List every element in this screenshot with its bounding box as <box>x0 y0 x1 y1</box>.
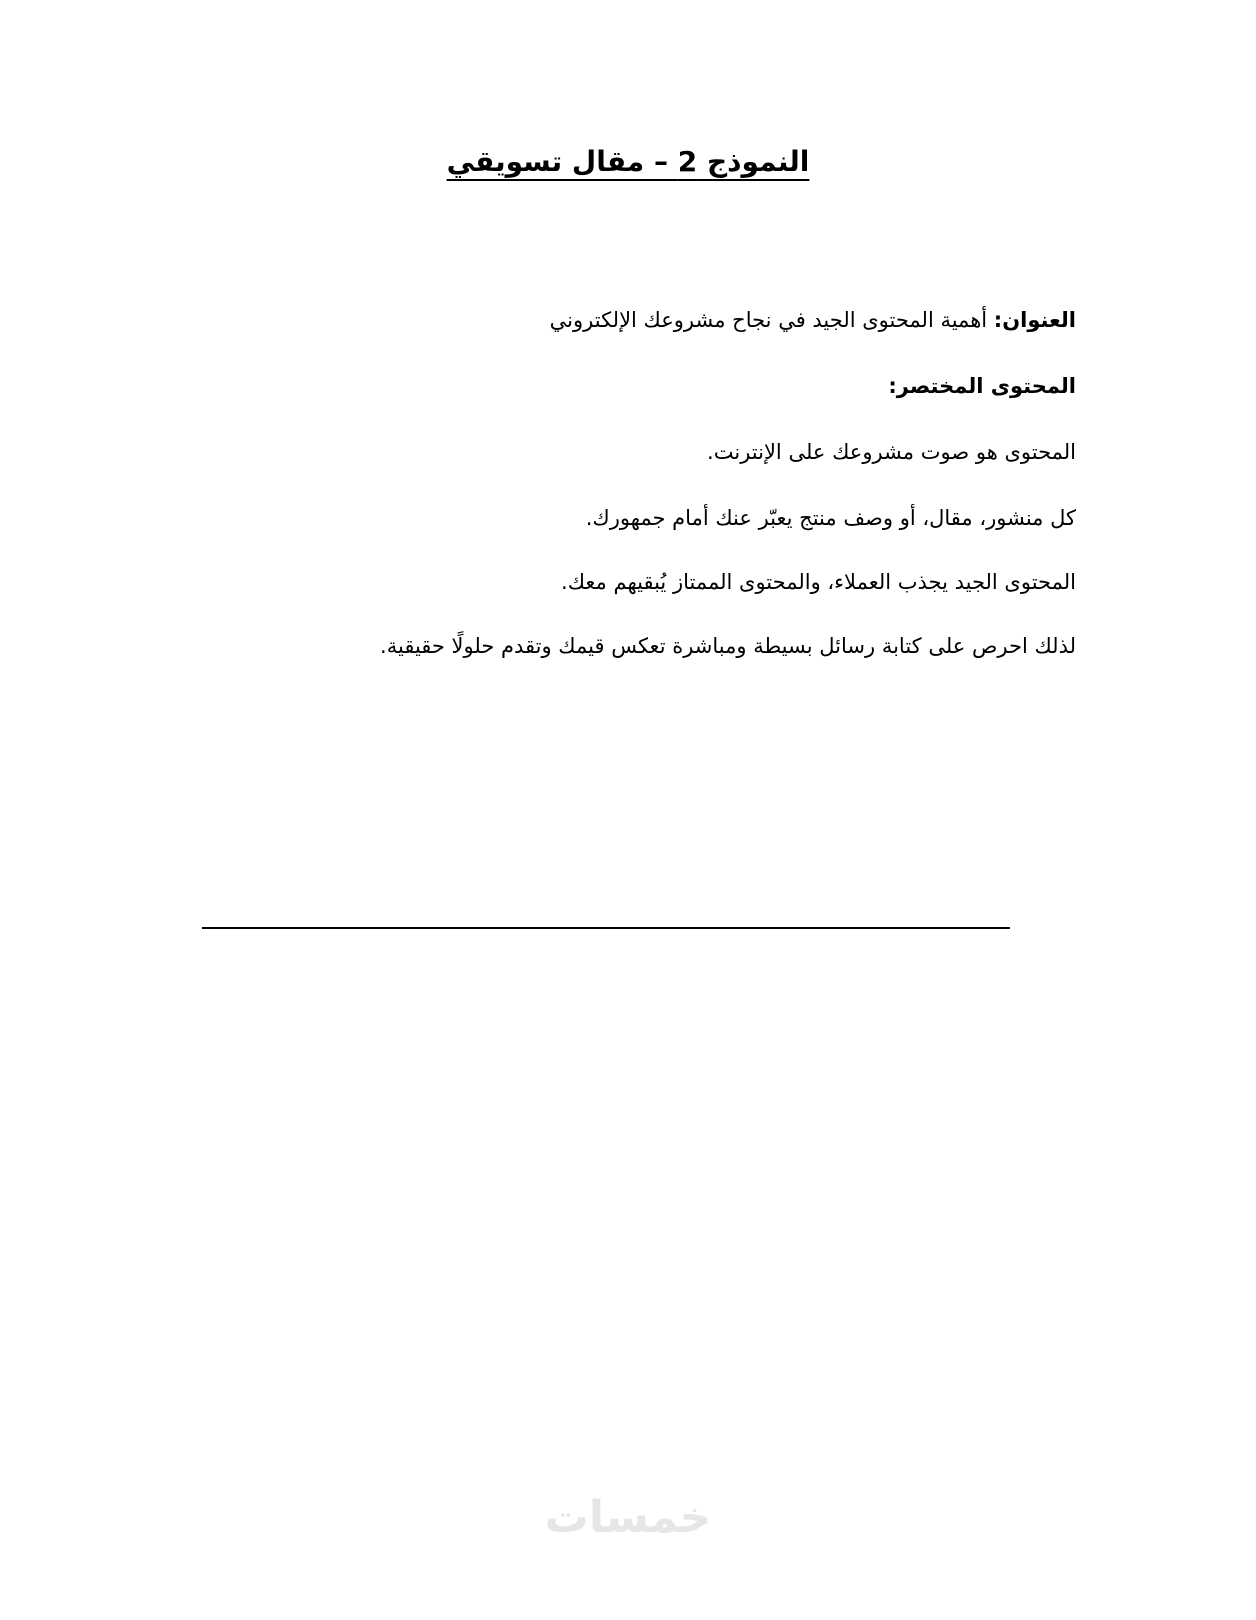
paragraph: لذلك احرص على كتابة رسائل بسيطة ومباشرة تعكس قيمك وتقدم حلولًا حقيقية. <box>380 634 1076 658</box>
watermark-logo: خمسات <box>544 1492 712 1543</box>
subject-text: أهمية المحتوى الجيد في نجاح مشروعك الإلكتروني <box>549 308 994 332</box>
section-heading: المحتوى المختصر: <box>888 374 1076 398</box>
paragraph: المحتوى هو صوت مشروعك على الإنترنت. <box>707 440 1076 464</box>
subject-label: العنوان: <box>993 308 1076 332</box>
subject-line <box>176 300 1076 340</box>
paragraph: كل منشور، مقال، أو وصف منتج يعبّر عنك أمام جمهورك. <box>585 506 1076 530</box>
horizontal-rule <box>202 927 1010 929</box>
paragraph: المحتوى الجيد يجذب العملاء، والمحتوى الممتاز يُبقيهم معك. <box>561 570 1076 594</box>
document-title: النموذج 2 – مقال تسويقي <box>446 145 810 178</box>
